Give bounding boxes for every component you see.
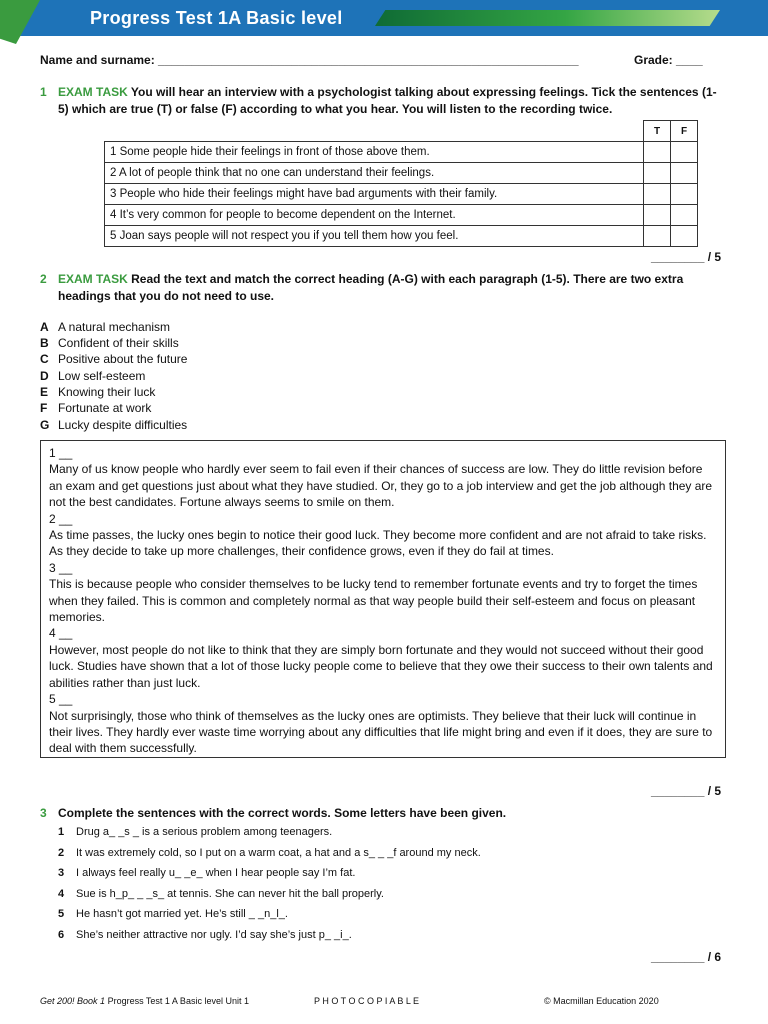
tick-box-t[interactable] — [644, 163, 671, 184]
task2-instruction-line1: Read the text and match the correct heading (A-G) with each paragraph (1-5). There are two extra — [131, 272, 684, 286]
task3-instruction: Complete the sentences with the correct words. Some letters have been given. — [58, 806, 507, 820]
task3-number: 3 — [40, 806, 47, 820]
task1-score[interactable]: ________ / 5 — [651, 250, 722, 264]
footer-copyright: © Macmillan Education 2020 — [544, 996, 659, 1006]
tick-box-t[interactable] — [644, 142, 671, 163]
tick-box-f[interactable] — [671, 205, 698, 226]
page-header — [0, 0, 768, 40]
statement-text: 4 It’s very common for people to become dependent on the Internet. — [105, 205, 644, 226]
tick-box-f[interactable] — [671, 142, 698, 163]
reading-text-box — [40, 440, 726, 758]
sentence-item[interactable]: 1 Drug a_ _s _ is a serious problem among teenagers. — [58, 826, 333, 838]
paragraph-label[interactable]: 3 __ — [49, 560, 73, 575]
heading-option: D Low self-esteem — [40, 369, 146, 383]
true-false-table — [104, 120, 698, 247]
table-row — [105, 163, 698, 184]
heading-option: G Lucky despite difficulties — [40, 418, 188, 432]
statement-text: 3 People who hide their feelings might have bad arguments with their family. — [105, 184, 644, 205]
task1-number: 1 — [40, 85, 47, 99]
task2-instruction-line2: headings that you do not need to use. — [58, 289, 275, 303]
sentence-item[interactable]: 6 She’s neither attractive nor ugly. I’d say she’s just p_ _i_. — [58, 929, 352, 941]
tick-box-f[interactable] — [671, 226, 698, 247]
tick-box-t[interactable] — [644, 205, 671, 226]
task2-instruction — [58, 272, 683, 286]
paragraph-label[interactable]: 5 __ — [49, 692, 73, 707]
task1-instruction-line2: 5) which are true (T) or false (F) according to what you hear. You will listen to the recording twice. — [58, 102, 613, 116]
table-row — [105, 226, 698, 247]
paragraph-label[interactable]: 2 __ — [49, 511, 73, 526]
heading-option: E Knowing their luck — [40, 385, 156, 399]
grade-field[interactable]: Grade: ____ — [634, 53, 703, 67]
page-title: Progress Test 1A Basic level — [90, 8, 343, 28]
column-header-t: T — [644, 121, 671, 142]
header-gradient-bar — [375, 10, 720, 26]
table-row — [105, 142, 698, 163]
column-header-f: F — [671, 121, 698, 142]
heading-option: C Positive about the future — [40, 352, 188, 366]
task1-instruction — [58, 85, 717, 99]
footer-book: Get 200! Book 1 Progress Test 1 A Basic level Unit 1 — [40, 996, 249, 1006]
tick-box-t[interactable] — [644, 184, 671, 205]
heading-option: A A natural mechanism — [40, 320, 171, 334]
statement-text: 1 Some people hide their feelings in front of those above them. — [105, 142, 644, 163]
sentence-item[interactable]: 5 He hasn’t got married yet. He’s still _ _n_l_. — [58, 908, 288, 920]
paragraph-text: Not surprisingly, those who think of themselves as the lucky ones are optimists. They believe that their luck will continue in their lives. They hardly ever waste time worrying about any difficulties that life might bring and even if it does, they are sure to deal with them successfully. — [49, 708, 713, 756]
task2-score[interactable]: ________ / 5 — [651, 784, 722, 798]
paragraph-label[interactable]: 4 __ — [49, 626, 73, 641]
paragraph-text: Many of us know people who hardly ever seem to fail even if their chances of success are low. They do little revision before an exam and get questions just about what they have studied. Or, they go to a job interview and get the job although they are not the best candidates. Fortune always seems to smile on them. — [49, 462, 713, 510]
sentence-item[interactable]: 4 Sue is h_p_ _ _s_ at tennis. She can never hit the ball properly. — [58, 888, 384, 900]
table-row — [105, 184, 698, 205]
tick-box-t[interactable] — [644, 226, 671, 247]
paragraph-text: This is because people who consider themselves to be lucky tend to remember fortunate events and try to forget the times when they failed. This is common and completely normal as that way people build their self-esteem and focus on pleasant memories. — [49, 577, 698, 625]
statement-text: 2 A lot of people think that no one can understand their feelings. — [105, 163, 644, 184]
heading-option: B Confident of their skills — [40, 336, 179, 350]
task2-number: 2 — [40, 272, 47, 286]
table-row — [105, 205, 698, 226]
paragraph-label[interactable]: 1 __ — [49, 446, 73, 460]
task1-exam-label: EXAM TASK — [58, 85, 128, 99]
name-surname-field[interactable]: Name and surname: _______________________________________________________________ — [40, 53, 579, 67]
tick-box-f[interactable] — [671, 163, 698, 184]
task3-score[interactable]: ________ / 6 — [651, 950, 722, 964]
paragraph-text: However, most people do not like to think that they are simply born fortunate and they would not succeed without their good luck. Studies have shown that a lot of those lucky people come to believe that they owe their success to their own talents and abilities rather than just luck. — [49, 642, 713, 690]
sentence-item[interactable]: 3 I always feel really u_ _e_ when I hear people say I’m fat. — [58, 867, 356, 879]
footer-photocopiable: P H O T O C O P I A B L E — [314, 996, 420, 1006]
sentence-item[interactable]: 2 It was extremely cold, so I put on a warm coat, a hat and a s_ _ _f around my neck. — [58, 847, 481, 859]
task2-exam-label: EXAM TASK — [58, 272, 128, 286]
task1-instruction-line1: You will hear an interview with a psychologist talking about expressing feelings. Tick the sentences (1- — [130, 85, 717, 99]
statement-text: 5 Joan says people will not respect you if you tell them how you feel. — [105, 226, 644, 247]
heading-option: F Fortunate at work — [40, 401, 152, 415]
tick-box-f[interactable] — [671, 184, 698, 205]
paragraph-text: As time passes, the lucky ones begin to notice their good luck. They become more confident and are not afraid to take risks. As they decide to take up more challenges, their confidence grows, even if they do fail at times. — [49, 528, 707, 559]
